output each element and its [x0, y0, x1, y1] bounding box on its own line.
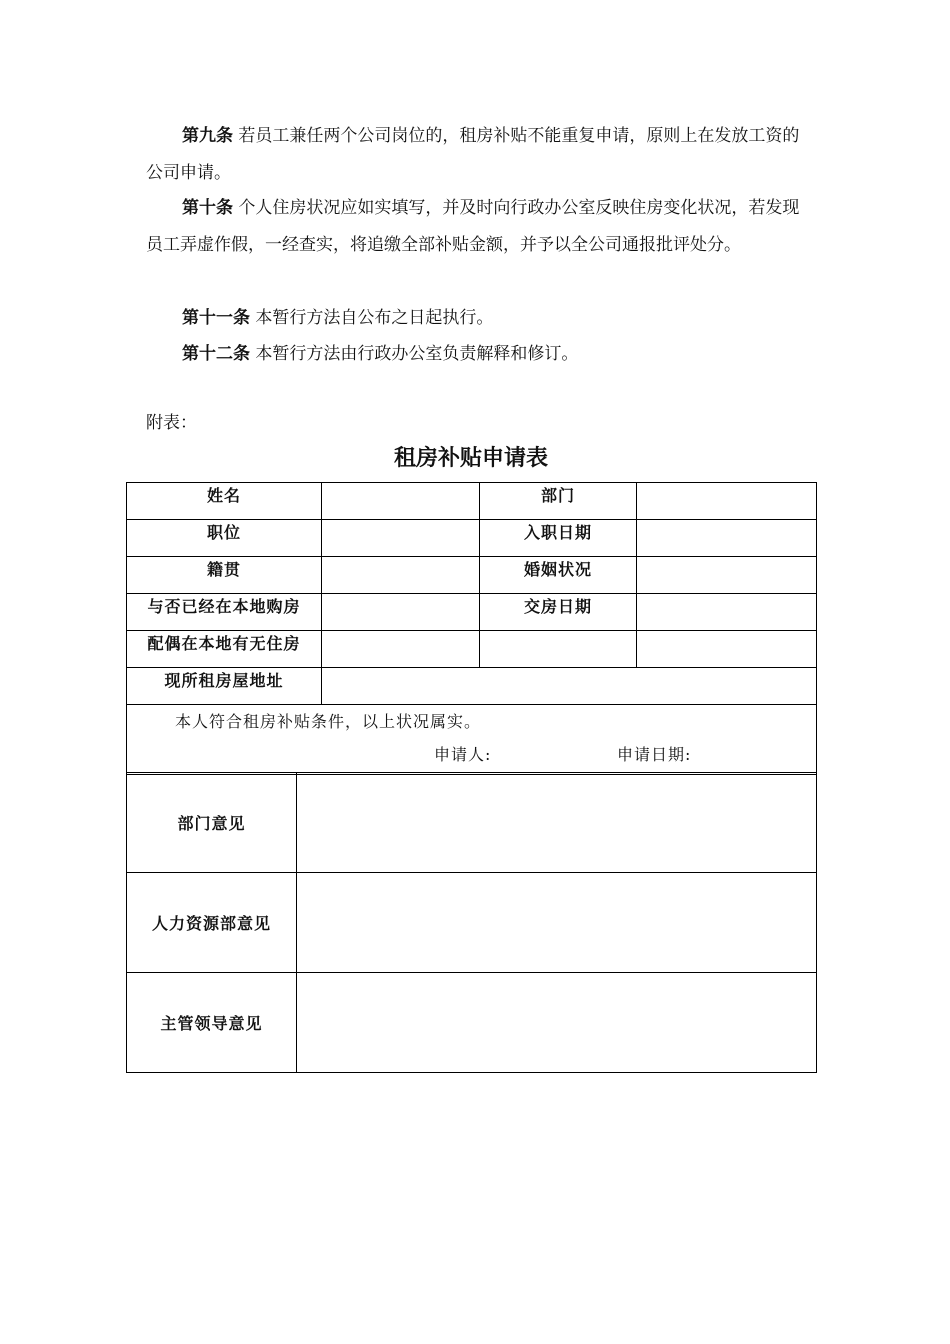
- hr-opinion-field[interactable]: [297, 873, 817, 973]
- address-field[interactable]: [322, 668, 817, 705]
- leader-opinion-field[interactable]: [297, 973, 817, 1073]
- handover-date-field[interactable]: [637, 594, 817, 631]
- table-row: [127, 631, 817, 668]
- article-heading: 第九条: [182, 126, 233, 146]
- table-row: [127, 594, 817, 631]
- native-place-field[interactable]: [322, 557, 480, 594]
- article-text: 个人住房状况应如实填写，并及时向行政办公室反映住房变化状况，若发现员工弄虚作假，一经查实，将追缴全部补贴金额，并予以全公司通报批评处分。: [146, 198, 800, 255]
- article-heading: 第十二条: [182, 344, 250, 364]
- hire-date-field[interactable]: [637, 520, 817, 557]
- leader-opinion-label: 主管领导意见: [127, 973, 297, 1073]
- article-12: [146, 336, 810, 373]
- house-purchased-field[interactable]: [322, 594, 480, 631]
- opinion-table: [126, 772, 817, 1073]
- handover-date-label: 交房日期: [480, 594, 637, 631]
- position-field[interactable]: [322, 520, 480, 557]
- article-11: [146, 300, 810, 337]
- table-row: [127, 773, 817, 873]
- article-heading: 第十一条: [182, 308, 250, 328]
- declaration-text: 本人符合租房补贴条件，以上状况属实。: [175, 712, 482, 731]
- department-opinion-field[interactable]: [297, 773, 817, 873]
- apply-date-label: 申请日期:: [617, 745, 692, 764]
- table-row: [127, 873, 817, 973]
- empty-cell[interactable]: [637, 631, 817, 668]
- marital-status-label: 婚姻状况: [480, 557, 637, 594]
- address-label: 现所租房屋地址: [127, 668, 322, 705]
- hire-date-label: 入职日期: [480, 520, 637, 557]
- position-label: 职位: [127, 520, 322, 557]
- native-place-label: 籍贯: [127, 557, 322, 594]
- article-text: 本暂行方法由行政办公室负责解释和修订。: [255, 344, 579, 364]
- table-row: [127, 483, 817, 520]
- declaration-cell: [127, 705, 817, 775]
- marital-status-field[interactable]: [637, 557, 817, 594]
- name-label: 姓名: [127, 483, 322, 520]
- table-row: [127, 520, 817, 557]
- info-table: [126, 482, 817, 775]
- department-opinion-label: 部门意见: [127, 773, 297, 873]
- attachment-label: 附表：: [146, 413, 197, 433]
- house-purchased-label: 与否已经在本地购房: [127, 594, 322, 631]
- empty-cell[interactable]: [480, 631, 637, 668]
- applicant-label: 申请人:: [434, 745, 492, 764]
- hr-opinion-label: 人力资源部意见: [127, 873, 297, 973]
- table-row: [127, 705, 817, 775]
- name-field[interactable]: [322, 483, 480, 520]
- article-9: [146, 118, 810, 192]
- department-field[interactable]: [637, 483, 817, 520]
- spouse-housing-label: 配偶在本地有无住房: [127, 631, 322, 668]
- article-text: 本暂行方法自公布之日起执行。: [255, 308, 494, 328]
- spouse-housing-field[interactable]: [322, 631, 480, 668]
- department-label: 部门: [480, 483, 637, 520]
- article-10: [146, 190, 810, 264]
- article-heading: 第十条: [182, 198, 233, 218]
- article-text: 若员工兼任两个公司岗位的，租房补贴不能重复申请，原则上在发放工资的公司申请。: [146, 126, 800, 183]
- table-row: [127, 668, 817, 705]
- table-row: [127, 973, 817, 1073]
- table-row: [127, 557, 817, 594]
- form-title: 租房补贴申请表: [393, 446, 548, 471]
